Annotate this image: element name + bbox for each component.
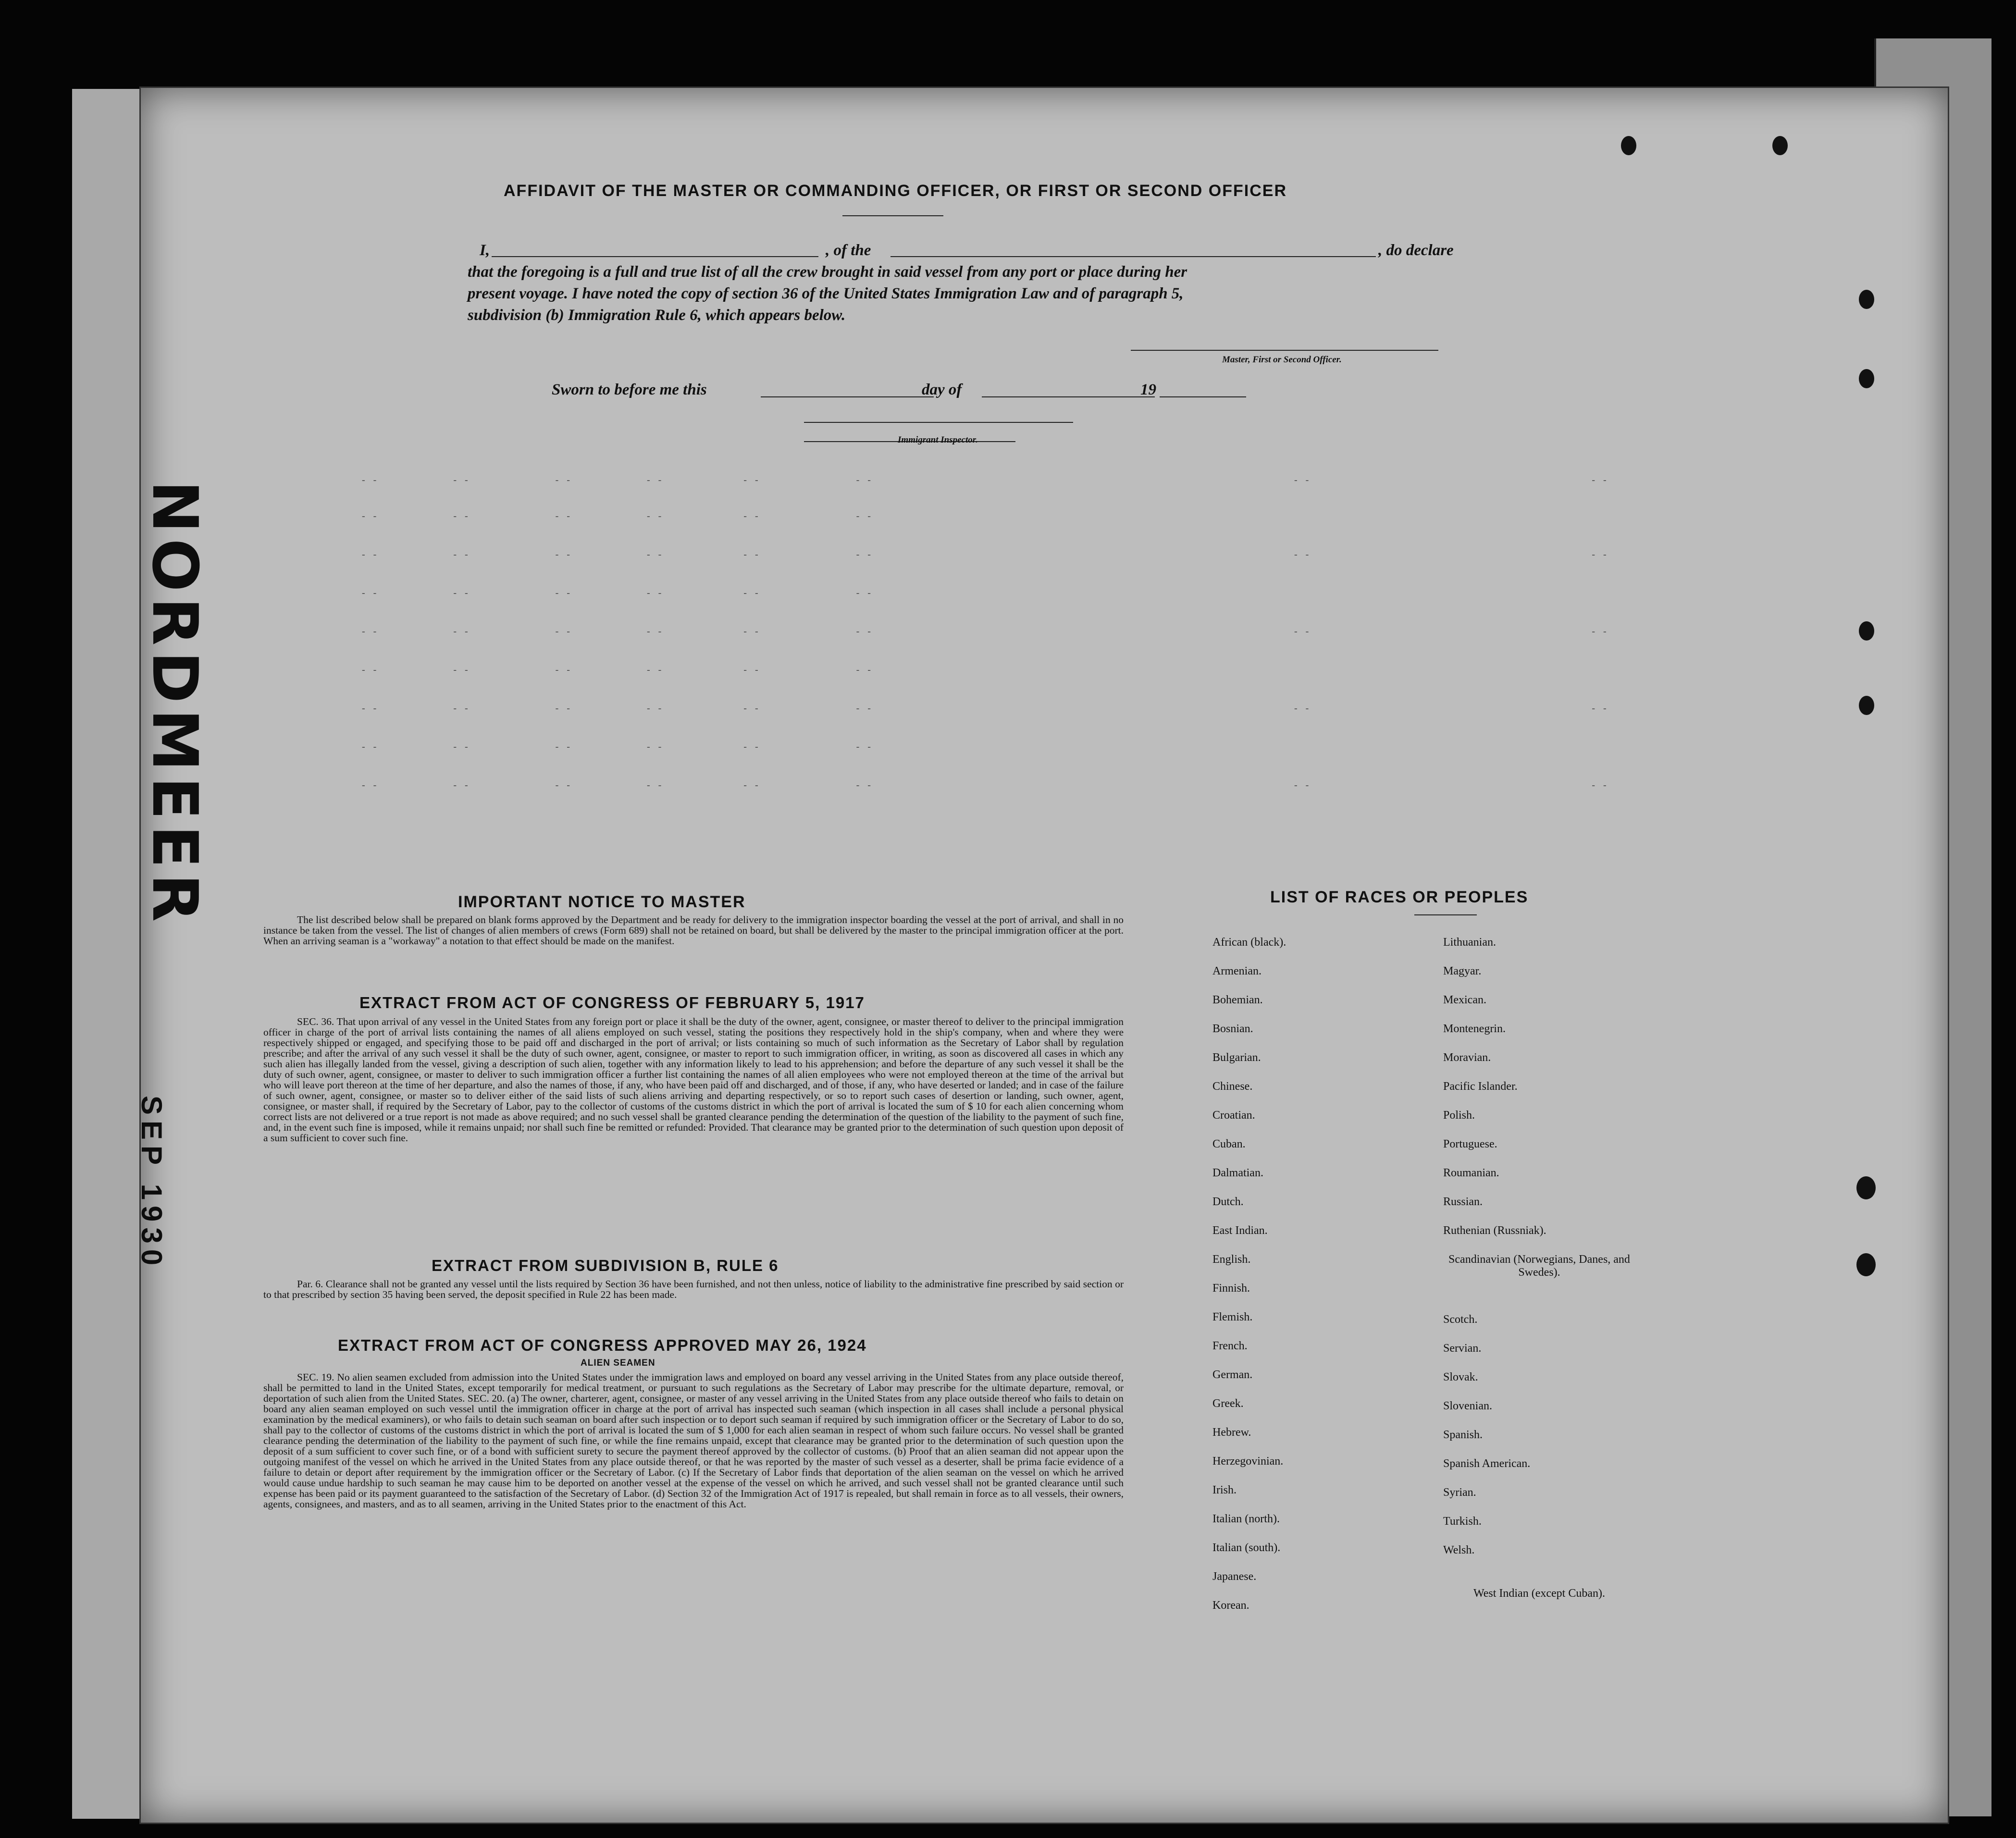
race-right: Spanish American. — [1443, 1457, 1531, 1470]
race-left: German. — [1212, 1369, 1253, 1381]
race-left: Dalmatian. — [1212, 1167, 1263, 1179]
punch-hole-icon — [1772, 136, 1788, 155]
column-dashes: - - - - - - - - - - - - — [362, 511, 874, 521]
punch-hole-icon — [1856, 1253, 1876, 1276]
punch-hole-icon — [1859, 621, 1874, 641]
notice-title: IMPORTANT NOTICE TO MASTER — [458, 893, 746, 911]
column-dashes-right: - - - - — [1294, 475, 1609, 485]
affidavit-do-declare: , do declare — [1378, 242, 1454, 259]
column-dashes-right: - - - - — [1294, 626, 1609, 637]
race-right: Russian. — [1443, 1196, 1483, 1208]
race-left: African (black). — [1212, 936, 1286, 949]
extract-1917-text: SEC. 36. That upon arrival of any vessel in the United States from any foreign port or place it shall be the duty of the owner, agent, consignee, or master thereof to deliver to the principal immigration officer in charge of the port of arrival lists containing the names of all aliens employed on such vessel, stating the positions they respectively hold in the ship's company, when and where they were respectively shipped or engaged, and specifying those to be paid off and discharged in the port of arrival; or lists containing so much of such information as the Secretary of Labor shall by regulation prescribe; and after the arrival of any such vessel it shall be the duty of such owner, agent, consignee, or master to report to such immigration officer, in writing, as soon as discovered all cases in which any such alien has illegally landed from the vessel, giving a description of such alien, together with any information likely to lead to his apprehension; and before the departure of any such vessel it shall be the duty of such owner, agent, consignee, or master to deliver to such immigration officer a further list containing the names of all alien employees who were not employed thereon at the time of the arrival but who will leave port thereon at the time of her departure, and also the names of those, if any, who have been paid off and discharged, and of those, if any, who have deserted or landed; and in case of the failure of such owner, agent, consignee, or master so to deliver either of the said lists of such aliens arriving and departing respectively, or so to report such cases of desertion or landing, such owner, agent, consignee, or master shall, if required by the Secretary of Labor, pay to the collector of customs of the customs district in which the port of arrival is located the sum of $ 10 for each alien concerning whom correct lists are not delivered or a true report is not made as above required; and no such vessel shall be granted clearance pending the determination of the question of the liability to the payment of such fine, and, in the event such fine is imposed, while it remains unpaid; nor shall such fine be remitted or refunded: Provided. That clearance may be granted prior to the determination of such question upon deposit of a sum sufficient to cover such fine. — [263, 1016, 1124, 1144]
race-right: Slovenian. — [1443, 1400, 1492, 1412]
blank-sworn-month — [982, 396, 1155, 397]
blank-sworn-day — [761, 396, 934, 397]
race-right: Portuguese. — [1443, 1138, 1497, 1150]
extract-1924-subtitle: ALIEN SEAMEN — [581, 1358, 656, 1368]
race-left: Greek. — [1212, 1397, 1244, 1410]
race-left: Japanese. — [1212, 1570, 1257, 1583]
blank-vessel — [891, 256, 1376, 257]
column-dashes: - - - - - - - - - - - - — [362, 741, 874, 752]
punch-hole-icon — [1621, 136, 1636, 155]
column-dashes: - - - - - - - - - - - - — [362, 626, 874, 637]
race-left: Herzegovinian. — [1212, 1455, 1284, 1468]
title-underline — [842, 215, 943, 216]
race-left: Italian (north). — [1212, 1513, 1280, 1525]
race-left: Flemish. — [1212, 1311, 1253, 1323]
race-left: Bohemian. — [1212, 994, 1263, 1006]
race-right: Spanish. — [1443, 1429, 1483, 1441]
race-left: Dutch. — [1212, 1196, 1244, 1208]
race-right: Moravian. — [1443, 1051, 1491, 1064]
column-dashes: - - - - - - - - - - - - — [362, 780, 874, 790]
blank-name — [492, 256, 818, 257]
blank-inspector-signature — [804, 422, 1073, 423]
race-right: Lithuanian. — [1443, 936, 1496, 949]
affidavit-i: I, — [480, 242, 490, 259]
notice-text: The list described below shall be prepared on blank forms approved by the Department and be ready for delivery to the immigration inspector boarding the vessel at the port of arrival, and shall in no instance be taken from the vessel. The list of changes of alien members of crews (Form 689) shall not be retained on board, but shall be delivered by the master to the principal immigration officer at the port. When an arriving seaman is a "workaway" a notation to that effect should be made on the manifest. — [263, 914, 1124, 947]
column-dashes: - - - - - - - - - - - - — [362, 703, 874, 714]
race-right: Scandinavian (Norwegians, Danes, and Swedes). — [1448, 1253, 1630, 1279]
race-left: Bosnian. — [1212, 1023, 1253, 1035]
rule6-title: EXTRACT FROM SUBDIVISION B, RULE 6 — [432, 1257, 779, 1274]
race-left: Korean. — [1212, 1599, 1249, 1612]
affidavit-of-the: , of the — [826, 242, 871, 259]
punch-hole-icon — [1859, 290, 1874, 309]
races-underline — [1414, 914, 1477, 915]
race-right: Roumanian. — [1443, 1167, 1499, 1179]
race-right: West Indian (except Cuban). — [1473, 1587, 1605, 1600]
race-right: Slovak. — [1443, 1371, 1478, 1383]
handwritten-annotation: NORDMEER — [138, 481, 211, 928]
column-dashes: - - - - - - - - - - - - — [362, 665, 874, 675]
column-dashes: - - - - - - - - - - - - — [362, 588, 874, 598]
race-right: Servian. — [1443, 1342, 1482, 1355]
race-left: East Indian. — [1212, 1224, 1268, 1237]
race-left: Bulgarian. — [1212, 1051, 1261, 1064]
column-dashes: - - - - - - - - - - - - — [362, 475, 874, 485]
rule6-text: Par. 6. Clearance shall not be granted any vessel until the lists required by Section 36 have been furnished, and not then unless, notice of liability to the administrative fine prescribed by said section or to that prescribed by section 35 having been served, the deposit specified in Rule 22 has been made. — [263, 1278, 1124, 1300]
race-right: Welsh. — [1443, 1544, 1475, 1556]
affidavit-title: AFFIDAVIT OF THE MASTER OR COMMANDING OFFICER, OR FIRST OR SECOND OFFICER — [504, 182, 1287, 200]
master-caption: Master, First or Second Officer. — [1222, 355, 1342, 365]
column-dashes-right: - - - - — [1294, 780, 1609, 790]
race-left: Finnish. — [1212, 1282, 1250, 1295]
extract-1924-title: EXTRACT FROM ACT OF CONGRESS APPROVED MAY 26, 1924 — [338, 1336, 867, 1354]
race-left: Armenian. — [1212, 965, 1262, 977]
race-right: Montenegrin. — [1443, 1023, 1506, 1035]
race-left: Irish. — [1212, 1484, 1237, 1496]
column-dashes: - - - - - - - - - - - - — [362, 549, 874, 560]
race-left: Croatian. — [1212, 1109, 1255, 1122]
blank-sworn-year — [1160, 396, 1246, 397]
year-label: 19 — [1140, 381, 1156, 398]
punch-hole-icon — [1856, 1176, 1876, 1199]
races-title: LIST OF RACES OR PEOPLES — [1270, 888, 1529, 906]
manifest-page — [139, 86, 1949, 1824]
race-left: English. — [1212, 1253, 1251, 1266]
date-stamp: SEP 1930 — [136, 1096, 168, 1271]
race-right: Ruthenian (Russniak). — [1443, 1224, 1546, 1237]
race-right: Mexican. — [1443, 994, 1486, 1006]
race-left: Italian (south). — [1212, 1542, 1281, 1554]
race-left: Hebrew. — [1212, 1426, 1251, 1439]
column-dashes-right: - - - - — [1294, 703, 1609, 714]
affidavit-line4: subdivision (b) Immigration Rule 6, which appears below. — [468, 307, 846, 324]
day-of-label: day of — [922, 381, 962, 398]
race-left: Cuban. — [1212, 1138, 1246, 1150]
race-left: Chinese. — [1212, 1080, 1253, 1093]
race-right: Syrian. — [1443, 1486, 1476, 1499]
race-right: Magyar. — [1443, 965, 1482, 977]
race-right: Pacific Islander. — [1443, 1080, 1518, 1093]
extract-1924-text: SEC. 19. No alien seamen excluded from admission into the United States under the immigration laws and employed on board any vessel arriving in the United States from any place outside thereof, shall be permitted to land in the United States, except temporarily for medical treatment, or pursuant to such regulations as the Secretary of Labor may prescribe for the ultimate departure, removal, or deportation of such alien from the United States. SEC. 20. (a) The owner, charterer, agent, consignee, or master of any vessel arriving in the United States from any place outside thereof who fails to detain on board any alien seaman employed on such vessel until the immigration officer in charge at the port of arrival has inspected such seaman (which inspection in all cases shall include a personal physical examination by the medical examiners), or who fails to detain such seaman on board after such inspection or to deport such seaman if required by such immigration officer or the Secretary of Labor to do so, shall pay to the collector of customs of the customs district in which the port of arrival is located the sum of $ 1,000 for each alien seaman in respect of whom such failure occurs. No vessel shall be granted clearance pending the determination of the liability to the payment of such fine, or while the fine remains unpaid, except that clearance may be granted prior to the determination of such question upon the deposit of a sum sufficient to cover such fine, or of a bond with sufficient surety to secure the payment thereof approved by the collector of customs. (b) Proof that an alien seaman did not appear upon the outgoing manifest of the vessel on which he arrived in the United States from any place outside thereof, or that he was reported by the master of such vessel as a deserter, shall be prima facie evidence of a failure to detain or deport after requirement by the immigration officer or the Secretary of Labor. (c) If the Secretary of Labor finds that deportation of the alien seaman on the vessel on which he arrived would cause undue hardship to such seaman he may cause him to be deported on another vessel at the expense of the vessel on which he arrived, and such vessel shall not be granted clearance until such expense has been paid or its payment guaranteed to the satisfaction of the Secretary of Labor. (d) Section 32 of the Immigration Act of 1917 is repealed, but shall remain in force as to all vessels, their owners, agents, consignees, and masters, and as to all seamen, arriving in the United States prior to the enactment of this Act. — [263, 1371, 1124, 1510]
race-right: Turkish. — [1443, 1515, 1482, 1528]
race-left: French. — [1212, 1340, 1248, 1352]
punch-hole-icon — [1859, 696, 1874, 715]
column-dashes-right: - - - - — [1294, 549, 1609, 560]
blank-master-signature — [1131, 350, 1438, 351]
extract-1917-title: EXTRACT FROM ACT OF CONGRESS OF FEBRUARY 5, 1917 — [359, 994, 865, 1012]
inspector-caption: Immigrant Inspector. — [898, 435, 978, 445]
punch-hole-icon — [1859, 369, 1874, 388]
race-right: Scotch. — [1443, 1313, 1478, 1326]
affidavit-line3: present voyage. I have noted the copy of section 36 of the United States Immigration Law and of paragraph 5, — [468, 285, 1184, 302]
affidavit-line2: that the foregoing is a full and true list of all the crew brought in said vessel from any port or place during her — [468, 263, 1187, 281]
sworn-label: Sworn to before me this — [552, 381, 707, 398]
race-right: Polish. — [1443, 1109, 1475, 1122]
